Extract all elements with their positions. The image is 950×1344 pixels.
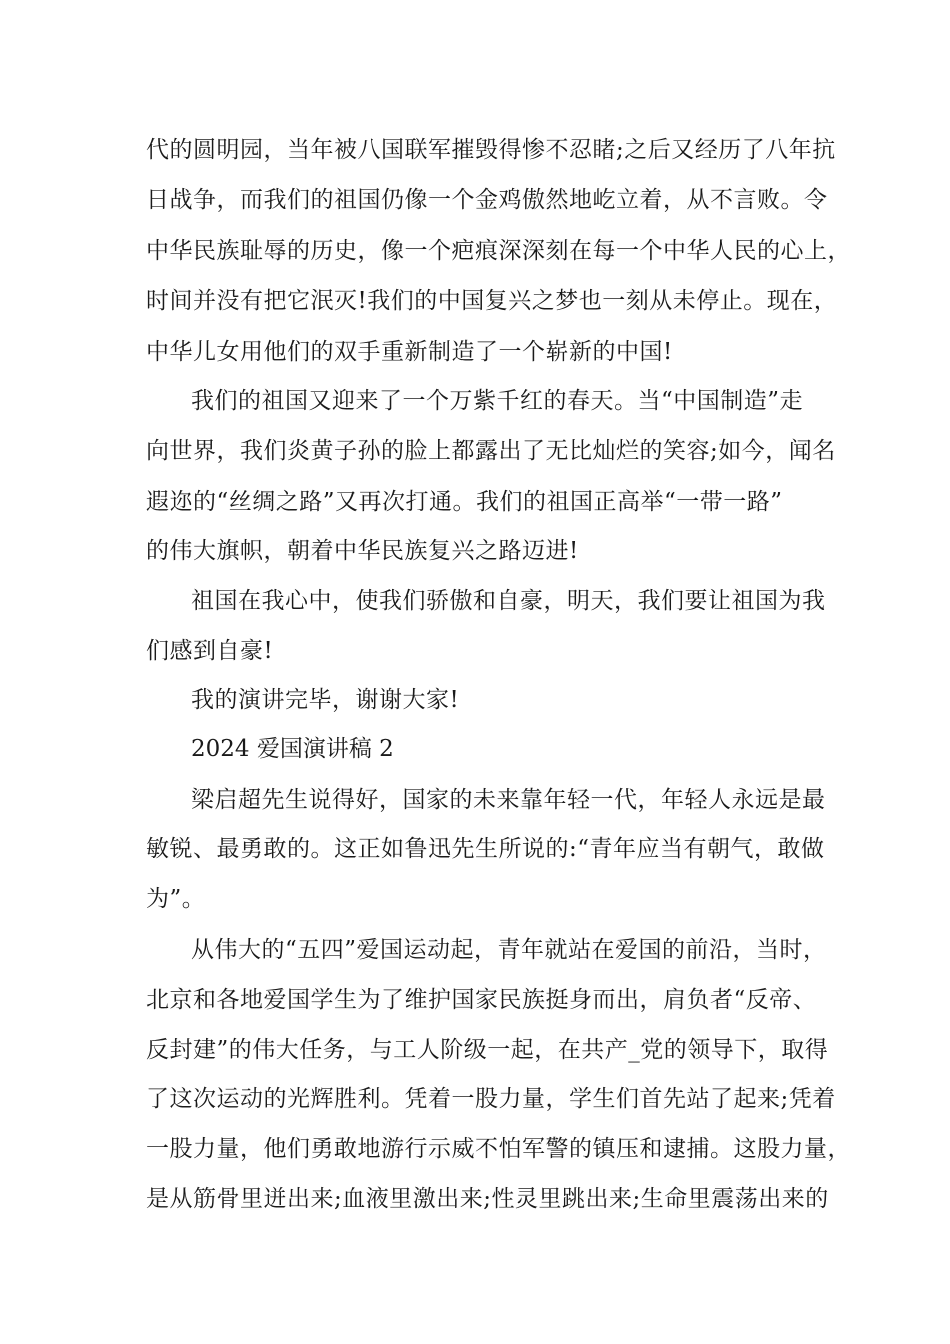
text-line: 中华民族耻辱的历史，像一个疤痕深深刻在每一个中华人民的心上， — [146, 238, 851, 264]
text-line: 我的演讲完毕，谢谢大家! — [191, 687, 460, 713]
text-line: 日战争，而我们的祖国仍像一个金鸡傲然地屹立着，从不言败。令 — [146, 187, 828, 213]
text-line: 向世界，我们炎黄子孙的脸上都露出了无比灿烂的笑容;如今，闻名 — [146, 438, 836, 464]
text-line: 是从筋骨里迸出来;血液里激出来;性灵里跳出来;生命里震荡出来的 — [146, 1186, 829, 1212]
text-line: 的伟大旗帜，朝着中华民族复兴之路迈进! — [146, 538, 579, 564]
text-line: 代的圆明园，当年被八国联军摧毁得惨不忍睹;之后又经历了八年抗 — [146, 137, 836, 163]
text-line: 遐迩的“丝绸之路”又再次打通。我们的祖国正高举“一带一路” — [146, 489, 783, 515]
text-line: 我们的祖国又迎来了一个万紫千红的春天。当“中国制造”走 — [191, 388, 804, 414]
text-line: 一股力量，他们勇敢地游行示威不怕军警的镇压和逮捕。这股力量， — [146, 1136, 851, 1162]
text-line: 北京和各地爱国学生为了维护国家民族挺身而出，肩负者“反帝、 — [146, 987, 817, 1013]
text-line: 时间并没有把它泯灭!我们的中国复兴之梦也一刻从未停止。现在， — [146, 288, 838, 314]
text-line: 祖国在我心中，使我们骄傲和自豪，明天，我们要让祖国为我 — [191, 588, 826, 614]
text-line: 中华儿女用他们的双手重新制造了一个崭新的中国! — [146, 339, 673, 365]
text-line: 反封建”的伟大任务，与工人阶级一起，在共产_党的领导下，取得 — [146, 1037, 829, 1063]
text-line: 了这次运动的光辉胜利。凭着一股力量，学生们首先站了起来;凭着 — [146, 1086, 836, 1112]
text-line: 敏锐、最勇敢的。这正如鲁迅先生所说的:“青年应当有朝气，敢做 — [146, 836, 825, 862]
text-line: 们感到自豪! — [146, 638, 274, 664]
section-heading: 2024 爱国演讲稿 2 — [191, 736, 394, 762]
text-line: 为”。 — [146, 886, 206, 912]
text-line: 梁启超先生说得好，国家的未来靠年轻一代，年轻人永远是最 — [191, 787, 826, 813]
text-line: 从伟大的“五四”爱国运动起，青年就站在爱国的前沿，当时， — [191, 937, 827, 963]
